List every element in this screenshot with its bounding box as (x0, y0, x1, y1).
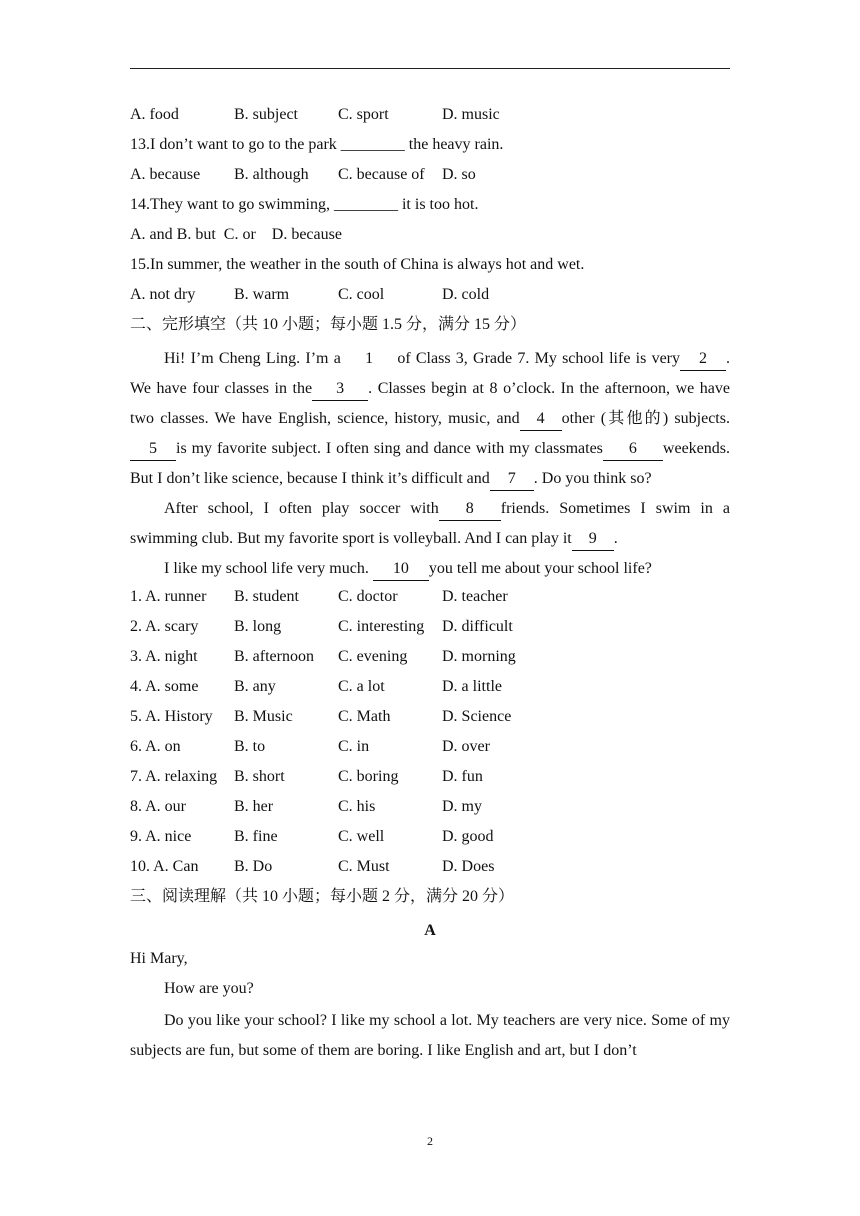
option-b: B. short (234, 768, 285, 785)
letter-line: How are you? (164, 980, 254, 997)
option-b: B. subject (234, 106, 298, 123)
option-c: C. evening (338, 648, 408, 665)
letter-greeting: Hi Mary, (130, 950, 188, 967)
option-c: C. a lot (338, 678, 385, 695)
passage-text: you tell me about your school life? (428, 560, 652, 577)
passage-text: . (613, 530, 618, 547)
letter-body: Do you like your school? I like my school a lot. My teachers are very nice. Some of my subjects are fun, but some of them are boring. I like English and art, but I don’t (130, 1012, 730, 1059)
q13-options (130, 162, 730, 192)
option-d: D. teacher (442, 588, 508, 605)
option-b: B. although (234, 166, 309, 183)
question-13: 13.I don’t want to go to the park ________ the heavy rain. (130, 136, 504, 153)
blank-2: 2 (680, 348, 726, 371)
option-d: D. so (442, 166, 476, 183)
option-c: C. interesting (338, 618, 425, 635)
passage-text: other (其他的) subjects. (561, 410, 730, 427)
option-c: C. boring (338, 768, 399, 785)
option-a: 6. A. on (130, 738, 181, 755)
blank-10: 10 (373, 558, 429, 581)
option-c: C. because of (338, 166, 425, 183)
blank-9: 9 (572, 528, 614, 551)
option-a: A. not dry (130, 286, 196, 303)
option-d: D. fun (442, 768, 483, 785)
cloze-options-row (130, 614, 730, 644)
option-b: B. warm (234, 286, 290, 303)
q12-options (130, 102, 730, 132)
blank-3: 3 (312, 378, 368, 401)
passage-text: weekends. But I don’t like science, because I think it’s difficult and (130, 440, 730, 487)
option-b: B. fine (234, 828, 278, 845)
option-d: D. good (442, 828, 494, 845)
passage-text: . Do you think so? (533, 470, 652, 487)
section-2-title: 二、完形填空（共 10 小题；每小题 1.5 分，满分 15 分） (130, 316, 527, 333)
option-a: 3. A. night (130, 648, 198, 665)
q14-options: A. and B. but C. or D. because (130, 226, 342, 243)
option-d: D. music (442, 106, 500, 123)
cloze-options-row (130, 764, 730, 794)
reading-a-heading: A (424, 922, 436, 939)
cloze-paragraph-3 (130, 554, 730, 584)
blank-6: 6 (603, 438, 663, 461)
option-d: D. cold (442, 286, 490, 303)
cloze-options-row (130, 674, 730, 704)
passage-text: After school, I often play soccer with (164, 500, 439, 517)
option-d: D. my (442, 798, 482, 815)
option-a: 5. A. History (130, 708, 213, 725)
passage-text: . We have four classes in the (130, 350, 730, 397)
page-number: 2 (427, 1134, 433, 1148)
option-c: C. Math (338, 708, 391, 725)
option-b: B. Music (234, 708, 293, 725)
option-a: A. food (130, 106, 179, 123)
question-15: 15.In summer, the weather in the south of China is always hot and wet. (130, 256, 585, 273)
cloze-options-row (130, 704, 730, 734)
option-b: B. to (234, 738, 266, 755)
option-b: B. long (234, 618, 282, 635)
option-b: B. student (234, 588, 299, 605)
q15-options (130, 282, 730, 312)
option-c: C. cool (338, 286, 385, 303)
document-body (130, 102, 730, 1066)
option-a: 1. A. runner (130, 588, 207, 605)
option-a: 9. A. nice (130, 828, 192, 845)
option-b: B. any (234, 678, 276, 695)
passage-text: I like my school life very much. (164, 560, 373, 577)
option-c: C. his (338, 798, 376, 815)
option-a: 4. A. some (130, 678, 199, 695)
cloze-paragraph-2 (130, 494, 730, 554)
option-b: B. Do (234, 858, 273, 875)
blank-7: 7 (490, 468, 534, 491)
blank-4: 4 (520, 408, 562, 431)
blank-5: 5 (130, 438, 176, 461)
cloze-options-list (130, 584, 730, 884)
option-d: D. Science (442, 708, 512, 725)
passage-text: of Class 3, Grade 7. My school life is very (392, 350, 680, 367)
option-b: B. her (234, 798, 274, 815)
cloze-options-row (130, 854, 730, 884)
option-d: D. Does (442, 858, 495, 875)
option-d: D. difficult (442, 618, 513, 635)
option-c: C. sport (338, 106, 389, 123)
option-d: D. over (442, 738, 490, 755)
blank-1: 1 (365, 350, 374, 367)
passage-text: Hi! I’m Cheng Ling. I’m a (164, 350, 347, 367)
blank-8: 8 (439, 498, 501, 521)
option-d: D. morning (442, 648, 516, 665)
header-rule (130, 68, 730, 69)
option-b: B. afternoon (234, 648, 314, 665)
cloze-options-row (130, 824, 730, 854)
option-d: D. a little (442, 678, 502, 695)
cloze-paragraph-1 (130, 344, 730, 494)
option-a: A. because (130, 166, 201, 183)
question-14: 14.They want to go swimming, ________ it is too hot. (130, 196, 479, 213)
option-c: C. well (338, 828, 385, 845)
cloze-options-row (130, 734, 730, 764)
passage-text: . Classes begin at 8 o’clock. In the afternoon, we have two classes. We have English, science, history, music, and (130, 380, 731, 427)
cloze-options-row (130, 584, 730, 614)
cloze-options-row (130, 794, 730, 824)
passage-text: is my favorite subject. I often sing and dance with my classmates (176, 440, 603, 457)
cloze-options-row (130, 644, 730, 674)
option-a: 2. A. scary (130, 618, 199, 635)
option-c: C. doctor (338, 588, 398, 605)
option-a: 7. A. relaxing (130, 768, 218, 785)
section-3-title: 三、阅读理解（共 10 小题；每小题 2 分，满分 20 分） (130, 888, 515, 905)
option-a: 10. A. Can (130, 858, 199, 875)
option-c: C. Must (338, 858, 390, 875)
option-c: C. in (338, 738, 370, 755)
passage-text: friends. Sometimes I swim in a swimming club. But my favorite sport is volleyball. And I can play it (130, 500, 730, 547)
option-a: 8. A. our (130, 798, 186, 815)
